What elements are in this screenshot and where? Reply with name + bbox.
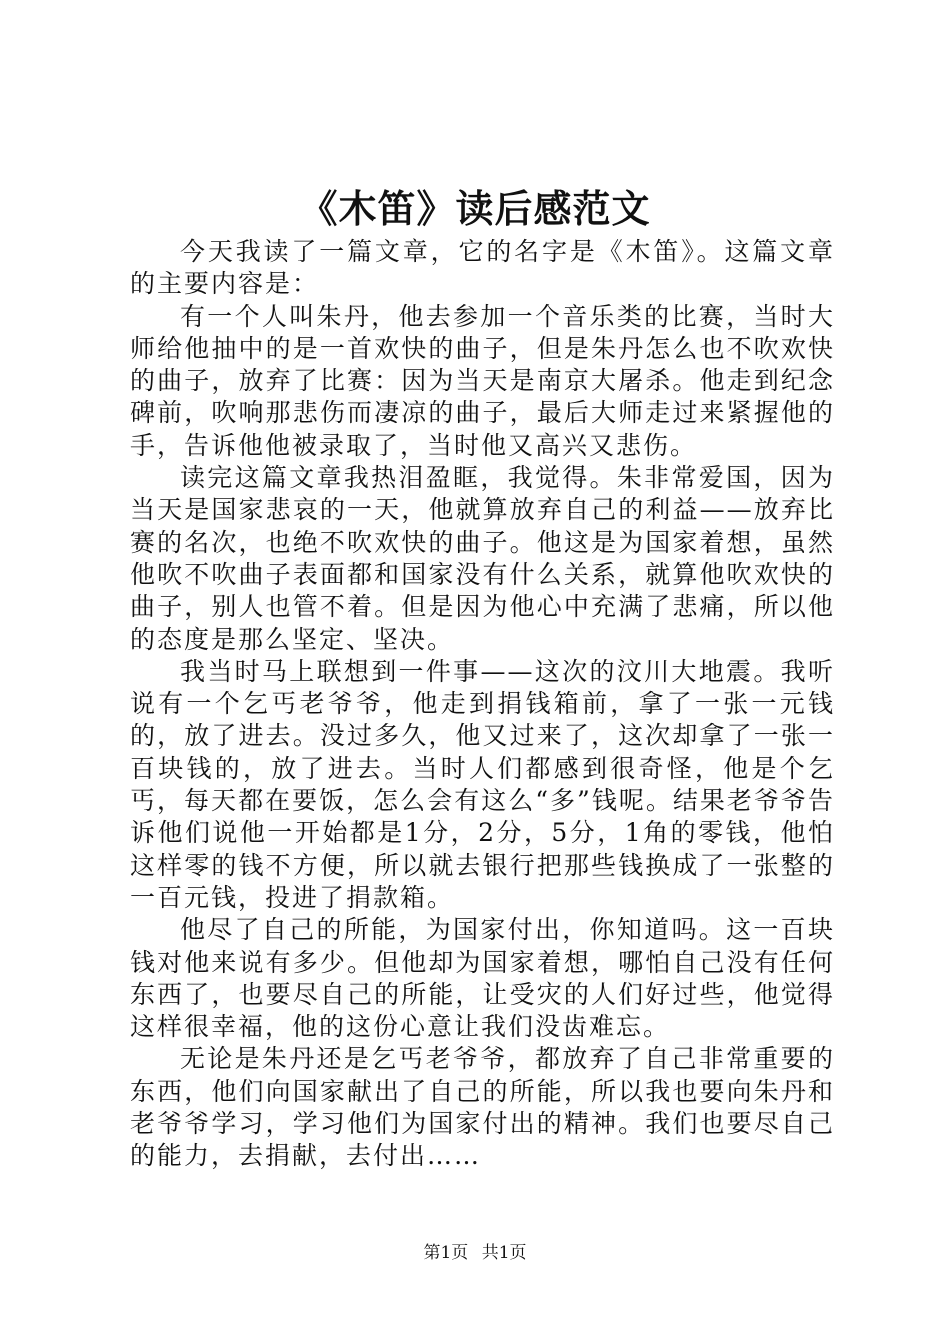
- paragraph: 今天我读了一篇文章，它的名字是《木笛》。这篇文章的主要内容是：: [130, 237, 835, 299]
- document-body: [130, 236, 835, 1173]
- page-footer: [0, 1242, 950, 1264]
- paragraph: 有一个人叫朱丹，他去参加一个音乐类的比赛，当时大师给他抽中的是一首欢快的曲子，但是朱丹怎么也不吹欢快的曲子，放弃了比赛：因为当天是南京大屠杀。他走到纪念碑前，吹响那悲伤而凄凉的曲子，最后大师走过来紧握他的手，告诉他他被录取了，当时他又高兴又悲伤。: [130, 301, 835, 460]
- paragraph: 读完这篇文章我热泪盈眶，我觉得。朱非常爱国，因为当天是国家悲哀的一天，他就算放弃自己的利益——放弃比赛的名次，也绝不吹欢快的曲子。他这是为国家着想，虽然他吹不吹曲子表面都和国家没有什么关系，就算他吹欢快的曲子，别人也管不着。但是因为他心中充满了悲痛，所以他的态度是那么坚定、坚决。: [130, 463, 835, 654]
- page-total: 共1页: [481, 1243, 527, 1263]
- document-title: 《木笛》读后感范文: [299, 186, 651, 231]
- paragraph: 无论是朱丹还是乞丐老爷爷，都放弃了自己非常重要的东西，他们向国家献出了自己的所能，所以我也要向朱丹和老爷爷学习，学习他们为国家付出的精神。我们也要尽自己的能力，去捐献，去付出……: [130, 1044, 835, 1171]
- paragraph: 我当时马上联想到一件事——这次的汶川大地震。我听说有一个乞丐老爷爷，他走到捐钱箱前，拿了一张一元钱的，放了进去。没过多久，他又过来了，这次却拿了一张一百块钱的，放了进去。当时人们都感到很奇怪，他是个乞丐，每天都在要饭，怎么会有这么“多”钱呢。结果老爷爷告诉他们说他一开始都是1分，2分，5分，1角的零钱，他怕这样零的钱不方便，所以就去银行把那些钱换成了一张整的一百元钱，投进了捐款箱。: [130, 656, 835, 912]
- paragraph: 他尽了自己的所能，为国家付出，你知道吗。这一百块钱对他来说有多少。但他却为国家着想，哪怕自己没有任何东西了，也要尽自己的所能，让受灾的人们好过些，他觉得这样很幸福，他的这份心意让我们没齿难忘。: [130, 915, 835, 1042]
- page-number: 第1页: [423, 1243, 469, 1263]
